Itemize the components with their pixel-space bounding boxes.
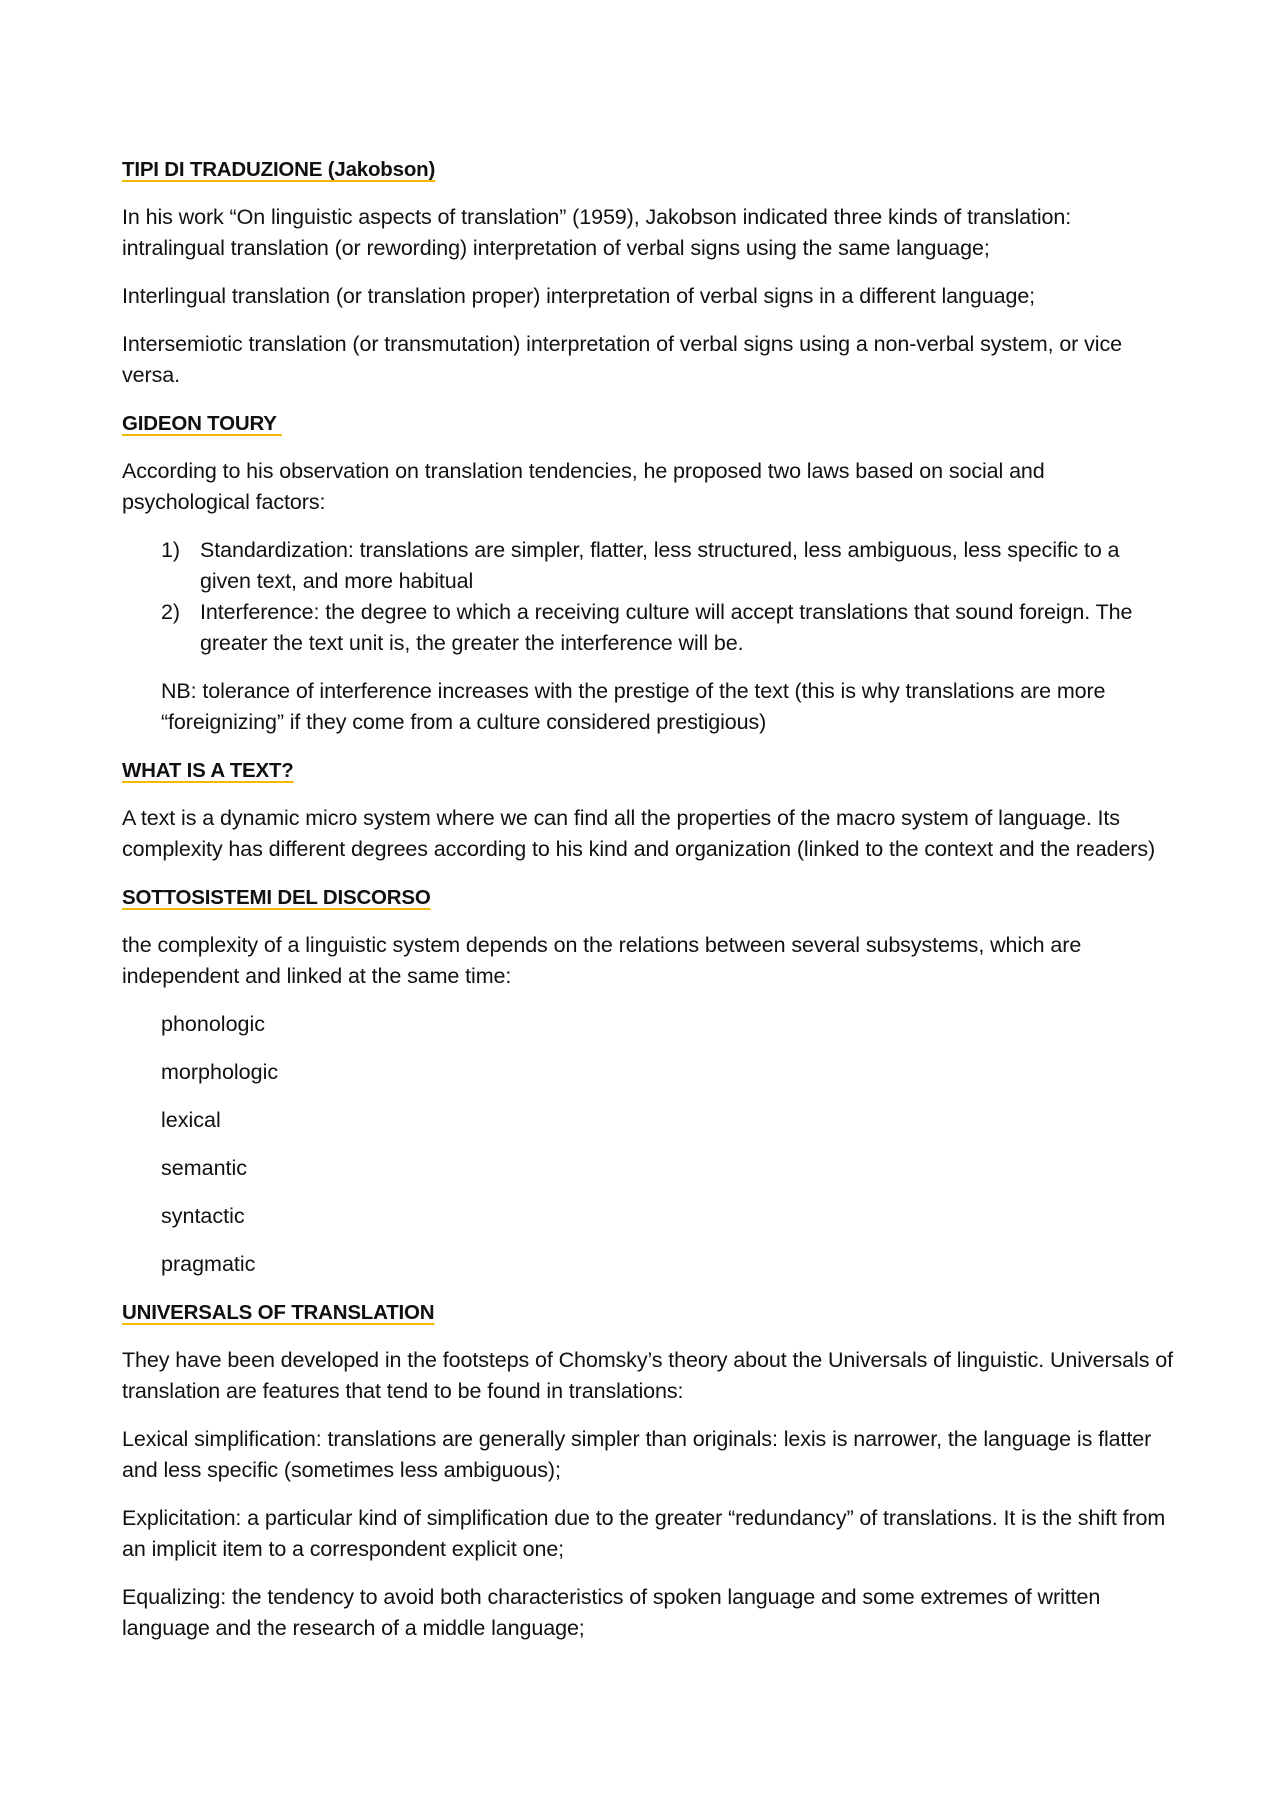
paragraph: Explicitation: a particular kind of simplification due to the greater “redundancy” of translations. It is the shift from an implicit item to a correspondent explicit one;: [122, 1506, 1166, 1561]
list-item: [122, 597, 1174, 659]
heading-subsystems: SOTTOSISTEMI DEL DISCORSO: [122, 886, 431, 909]
list-item-text: Standardization: translations are simpler, flatter, less structured, less ambiguous, less specific to a given text, and more habitual: [200, 538, 1120, 593]
document-page: [122, 154, 1174, 1661]
subsystem-item: morphologic: [161, 1060, 279, 1084]
list-number: 2): [161, 600, 180, 624]
subsystem-item: lexical: [161, 1108, 221, 1132]
list-number: 1): [161, 538, 180, 562]
subsystem-item: semantic: [161, 1156, 248, 1180]
paragraph: A text is a dynamic micro system where we can find all the properties of the macro system of language. Its complexity has different degrees according to his kind and organization (linked to the context and the readers): [122, 806, 1156, 861]
subsystem-item: phonologic: [161, 1012, 266, 1036]
paragraph: According to his observation on translation tendencies, he proposed two laws based on social and psychological factors:: [122, 459, 1045, 514]
paragraph: Intersemiotic translation (or transmutation) interpretation of verbal signs using a non-verbal system, or vice versa.: [122, 332, 1122, 387]
heading-what-is-text: WHAT IS A TEXT?: [122, 759, 294, 782]
subsystem-item: pragmatic: [161, 1252, 256, 1276]
list-item-text: Interference: the degree to which a receiving culture will accept translations that sound foreign. The greater the text unit is, the greater the interference will be.: [200, 600, 1133, 655]
paragraph: In his work “On linguistic aspects of translation” (1959), Jakobson indicated three kinds of translation: intralingual translation (or rewording) interpretation of verbal signs using the same language;: [122, 205, 1072, 260]
laws-list: [122, 535, 1174, 659]
heading-toury: GIDEON TOURY: [122, 412, 282, 435]
paragraph: Equalizing: the tendency to avoid both characteristics of spoken language and some extremes of written language and the research of a middle language;: [122, 1585, 1101, 1640]
paragraph: Lexical simplification: translations are generally simpler than originals: lexis is narrower, the language is flatter and less specific (sometimes less ambiguous);: [122, 1427, 1152, 1482]
list-item: [122, 535, 1174, 597]
subsystem-item: syntactic: [161, 1204, 245, 1228]
paragraph: They have been developed in the footsteps of Chomsky’s theory about the Universals of linguistic. Universals of translation are features that tend to be found in translations:: [122, 1348, 1173, 1403]
paragraph: the complexity of a linguistic system depends on the relations between several subsystems, which are independent and linked at the same time:: [122, 933, 1082, 988]
heading-universals: UNIVERSALS OF TRANSLATION: [122, 1301, 435, 1324]
paragraph: Interlingual translation (or translation proper) interpretation of verbal signs in a different language;: [122, 284, 1036, 308]
nb-note: NB: tolerance of interference increases with the prestige of the text (this is why translations are more “foreignizing” if they come from a culture considered prestigious): [161, 679, 1106, 734]
heading-jakobson: TIPI DI TRADUZIONE (Jakobson): [122, 158, 436, 181]
